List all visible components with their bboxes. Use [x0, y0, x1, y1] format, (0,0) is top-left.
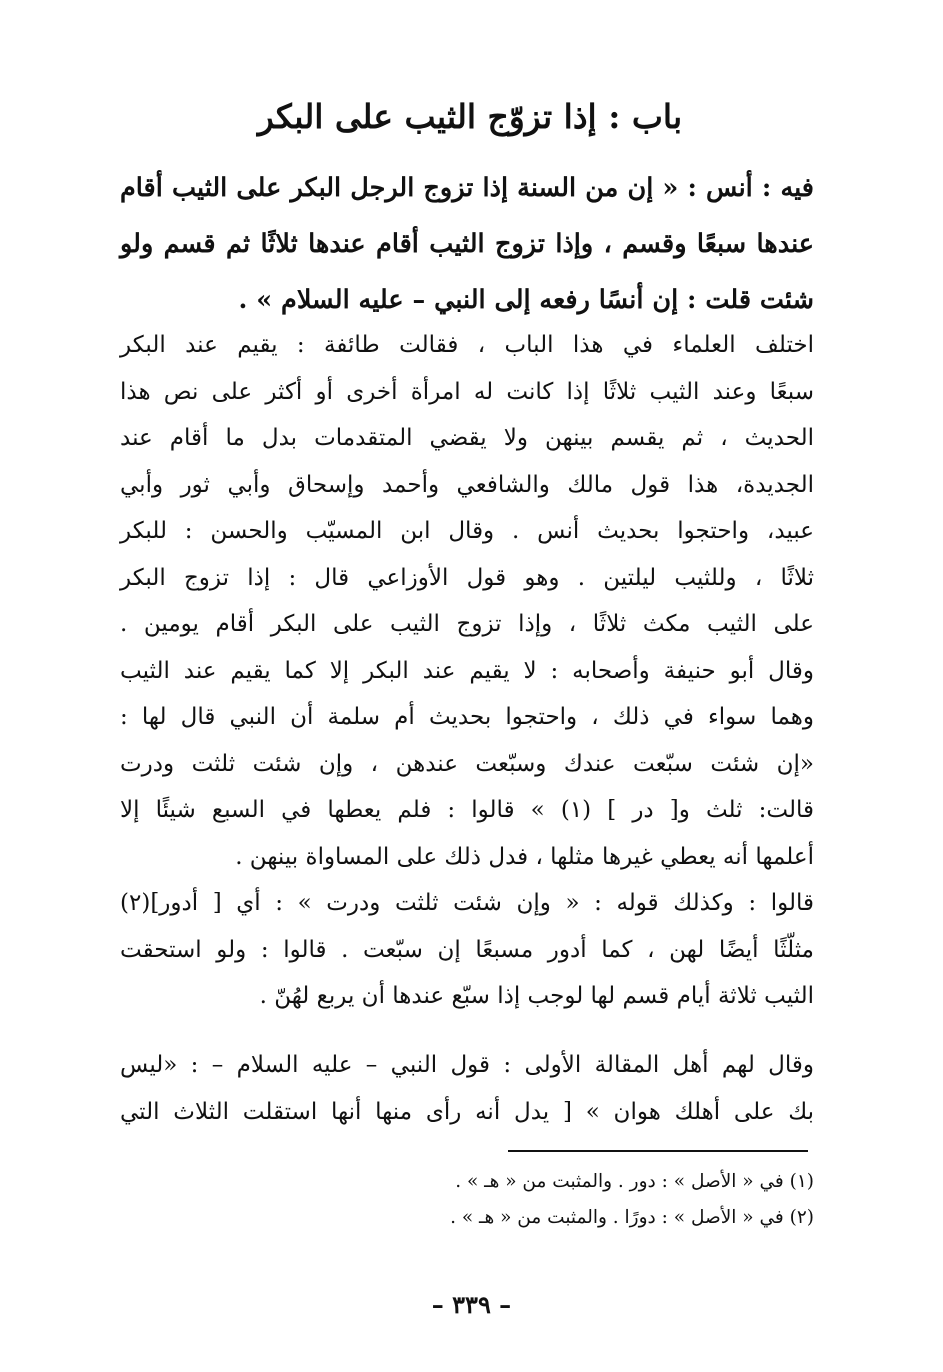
footnote-1: (١) في « الأصل » : دور . والمثبت من « هـ » . [455, 1171, 814, 1192]
paragraph-line: اختلف العلماء في هذا الباب ، فقالت طائفة : يقيم عند البكر [120, 332, 814, 358]
paragraph-line: وقال أبو حنيفة وأصحابه : لا يقيم عند البكر إلا كما يقيم عند الثيب [120, 657, 814, 684]
paragraph-line: ثلاثًا ، وللثيب ليلتين . وهو قول الأوزاعي قال : إذا تزوج البكر [120, 564, 814, 591]
paragraph-line: عبيد، واحتجوا بحديث أنس . وقال ابن المسيّب والحسن : للبكر [120, 518, 814, 544]
commentary-paragraph-2 [120, 880, 814, 1020]
paragraph-line: وقال لهم أهل المقالة الأولى : قول النبي – عليه السلام – : «ليس [120, 1052, 814, 1078]
hadith-line: شئت قلت : إن أنسًا رفعه إلى النبي – عليه السلام » . [238, 285, 814, 315]
paragraph-line: بك على أهلك هوان » [ يدل أنه رأى منها أنها استقلت الثلاث التي [120, 1098, 814, 1125]
footnotes [300, 1164, 814, 1236]
paragraph-line: قالت: ثلث و[ در ] (١) » قالوا : فلم يعطها في السبع شيئًا إلا [120, 797, 814, 823]
paragraph-line: على الثيب مكث ثلاثًا ، وإذا تزوج الثيب على البكر أقام يومين . [120, 611, 814, 637]
paragraph-line: قالوا : وكذلك قوله : « وإن شئت ثلثت ودرت » : أي [ أدور](٢) [120, 890, 814, 916]
chapter-title: باب : إذا تزوّج الثيب على البكر [257, 97, 683, 136]
footnote-divider [508, 1150, 808, 1152]
paragraph-line: سبعًا وعند الثيب ثلاثًا إذا كانت له امرأة أخرى أو أكثر على نص هذا [120, 378, 814, 405]
paragraph-line: الثيب ثلاثة أيام قسم لها لوجب إذا سبّع عندها أن يربع لهُنّ . [259, 983, 814, 1009]
hadith-text [120, 160, 814, 328]
page-number: – ٣٣٩ – [431, 1290, 512, 1319]
paragraph-line: وهما سواء في ذلك ، واحتجوا بحديث أم سلمة أن النبي قال لها : [120, 704, 814, 730]
paragraph-line: الجديدة، هذا قول مالك والشافعي وأحمد وإسحاق وأبي ثور وأبي [120, 471, 814, 498]
hadith-line: فيه : أنس : « إن من السنة إذا تزوج الرجل البكر على الثيب أقام [120, 173, 814, 203]
commentary-paragraph-1 [120, 322, 814, 880]
paragraph-line: الحديث ، ثم يقسم بينهن ولا يقضي المتقدمات بدل ما أقام عند [120, 425, 814, 451]
paragraph-line: «إن شئت سبّعت عندك وسبّعت عندهن ، وإن شئت ثلثت ودرت [120, 750, 814, 777]
hadith-line: عندها سبعًا وقسم ، وإذا تزوج الثيب أقام عندها ثلاثًا ثم قسم ولو [120, 229, 814, 259]
paragraph-line: أعلمها أنه يعطي غيرها مثلها ، فدل ذلك على المساواة بينهن . [235, 843, 814, 870]
paragraph-line: مثلّثًا أيضًا لهن ، كما أدور مسبعًا إن سبّعت . قالوا : ولو استحقت [120, 936, 814, 963]
commentary-paragraph-3 [120, 1042, 814, 1135]
footnote-2: (٢) في « الأصل » : دورًا . والمثبت من « هـ » . [450, 1207, 814, 1228]
